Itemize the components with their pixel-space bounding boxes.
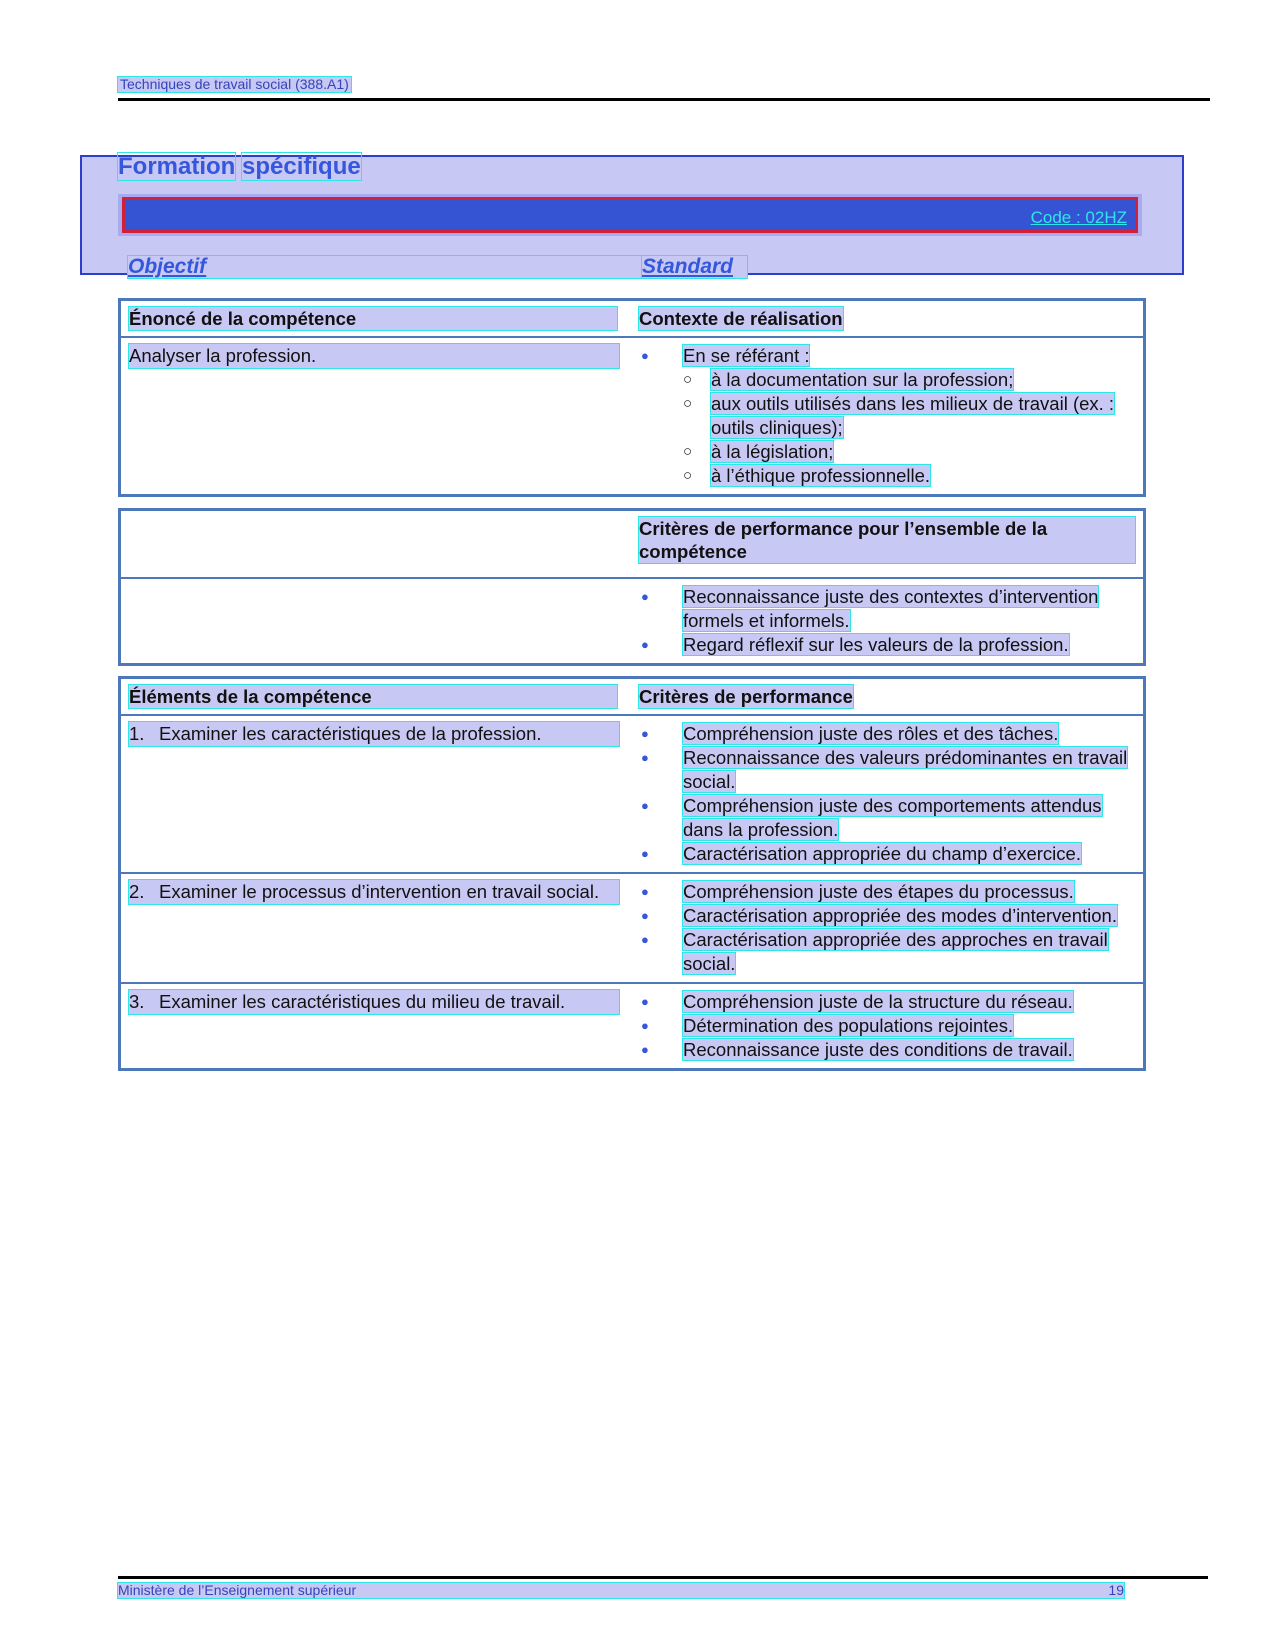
contexte-sublist bbox=[683, 368, 1135, 488]
bullet-icon: ● bbox=[641, 750, 649, 765]
criterion: Caractérisation appropriée des modes d’intervention. bbox=[683, 905, 1117, 926]
bullet-icon: ● bbox=[641, 1042, 649, 1057]
footer-rule bbox=[118, 1576, 1208, 1579]
contexte-header-cell bbox=[631, 300, 1145, 338]
contexte-item: aux outils utilisés dans les milieux de travail (ex. : outils cliniques); bbox=[711, 393, 1115, 438]
ensemble-empty-cell bbox=[120, 578, 632, 665]
section-title-word: spécifique bbox=[242, 153, 361, 180]
list-item bbox=[639, 585, 1135, 633]
criterion: Détermination des populations rejointes. bbox=[683, 1015, 1014, 1036]
contexte-item: à la documentation sur la profession; bbox=[711, 369, 1014, 390]
ensemble-header-cell bbox=[631, 510, 1145, 579]
bullet-icon: ● bbox=[641, 798, 649, 813]
list-item bbox=[639, 344, 1135, 368]
criterion: Reconnaissance des valeurs prédominantes en travail social. bbox=[683, 747, 1128, 792]
criterion: Caractérisation appropriée du champ d’exercice. bbox=[683, 843, 1081, 864]
header-title: Techniques de travail social (388.A1) bbox=[120, 76, 349, 92]
criterion: Caractérisation appropriée des approches en travail social. bbox=[683, 929, 1108, 974]
bullet-icon: ● bbox=[641, 846, 649, 861]
competency-code: Code : 02HZ bbox=[1030, 208, 1127, 227]
ensemble-empty-cell bbox=[120, 510, 632, 579]
elements-header-cell bbox=[120, 678, 632, 716]
element-text bbox=[129, 880, 619, 904]
element-cell bbox=[120, 873, 632, 983]
contexte-item: à l’éthique professionnelle. bbox=[711, 465, 931, 486]
element-criteria-cell bbox=[631, 715, 1145, 873]
ensemble-criteria-cell bbox=[631, 578, 1145, 665]
list-item bbox=[639, 928, 1135, 976]
ensemble-criterion: Regard réflexif sur les valeurs de la profession. bbox=[683, 634, 1069, 655]
criteria-header-cell bbox=[631, 678, 1145, 716]
header-rule bbox=[118, 98, 1210, 101]
contexte-header: Contexte de réalisation bbox=[639, 308, 843, 329]
element-criteria-cell bbox=[631, 983, 1145, 1070]
element-number: 1. bbox=[129, 723, 145, 744]
list-item bbox=[639, 794, 1135, 842]
contexte-item: à la législation; bbox=[711, 441, 834, 462]
footer bbox=[118, 1583, 1124, 1598]
criterion: Compréhension juste de la structure du réseau. bbox=[683, 991, 1073, 1012]
list-item bbox=[639, 880, 1135, 904]
circle-bullet-icon: ○ bbox=[683, 395, 693, 412]
element-label: Examiner les caractéristiques de la profession. bbox=[159, 723, 542, 744]
contexte-intro: En se référant : bbox=[683, 345, 810, 366]
contexte-list bbox=[639, 344, 1135, 368]
objectif-heading: Objectif bbox=[128, 256, 644, 278]
circle-bullet-icon: ○ bbox=[683, 371, 693, 388]
elements-header: Éléments de la compétence bbox=[129, 685, 617, 708]
list-item bbox=[639, 633, 1135, 657]
list-item bbox=[639, 990, 1135, 1014]
bullet-icon: ● bbox=[641, 726, 649, 741]
circle-bullet-icon: ○ bbox=[683, 443, 693, 460]
bullet-icon: ● bbox=[641, 1018, 649, 1033]
bullet-icon: ● bbox=[641, 932, 649, 947]
circle-bullet-icon: ○ bbox=[683, 467, 693, 484]
competence-table bbox=[118, 298, 1146, 497]
criterion: Reconnaissance juste des conditions de travail. bbox=[683, 1039, 1073, 1060]
enonce-text: Analyser la profession. bbox=[129, 344, 619, 368]
element-cell bbox=[120, 983, 632, 1070]
element-text bbox=[129, 722, 619, 746]
section-title bbox=[118, 154, 361, 180]
section-title-word: Formation bbox=[118, 153, 236, 180]
table-row bbox=[120, 715, 1145, 873]
list-item bbox=[683, 440, 1135, 464]
element-criteria-cell bbox=[631, 873, 1145, 983]
table-row bbox=[120, 873, 1145, 983]
ensemble-criterion: Reconnaissance juste des contextes d’intervention formels et informels. bbox=[683, 586, 1099, 631]
list-item bbox=[639, 1038, 1135, 1062]
standard-heading: Standard bbox=[642, 256, 747, 278]
element-number: 2. bbox=[129, 881, 145, 902]
criteria-list bbox=[639, 880, 1135, 976]
list-item bbox=[639, 746, 1135, 794]
element-cell bbox=[120, 715, 632, 873]
enonce-header: Énoncé de la compétence bbox=[129, 307, 617, 330]
criteria-list bbox=[639, 990, 1135, 1062]
criterion: Compréhension juste des rôles et des tâches. bbox=[683, 723, 1059, 744]
list-item bbox=[639, 904, 1135, 928]
list-item bbox=[639, 842, 1135, 866]
element-label: Examiner les caractéristiques du milieu de travail. bbox=[159, 991, 566, 1012]
elements-table bbox=[118, 676, 1146, 1071]
bullet-icon: ● bbox=[641, 589, 649, 604]
ensemble-header: Critères de performance pour l’ensemble de la compétence bbox=[639, 517, 1135, 563]
criteria-list bbox=[639, 722, 1135, 866]
list-item bbox=[639, 1014, 1135, 1038]
list-item bbox=[683, 392, 1135, 440]
ensemble-table bbox=[118, 508, 1146, 666]
footer-text: Ministère de l’Enseignement supérieur bbox=[118, 1582, 357, 1598]
criteria-header: Critères de performance bbox=[639, 686, 853, 707]
page-number: 19 bbox=[1108, 1582, 1124, 1598]
code-bar-inner bbox=[122, 197, 1138, 233]
bullet-icon: ● bbox=[641, 908, 649, 923]
enonce-header-cell bbox=[120, 300, 632, 338]
criterion: Compréhension juste des étapes du processus. bbox=[683, 881, 1074, 902]
list-item bbox=[683, 464, 1135, 488]
bullet-icon: ● bbox=[641, 348, 649, 363]
list-item bbox=[683, 368, 1135, 392]
code-bar bbox=[118, 194, 1142, 236]
element-text bbox=[129, 990, 619, 1014]
enonce-cell bbox=[120, 337, 632, 496]
element-number: 3. bbox=[129, 991, 145, 1012]
list-item bbox=[639, 722, 1135, 746]
bullet-icon: ● bbox=[641, 637, 649, 652]
table-row bbox=[120, 983, 1145, 1070]
element-label: Examiner le processus d’intervention en travail social. bbox=[159, 881, 600, 902]
ensemble-criteria-list bbox=[639, 585, 1135, 657]
bullet-icon: ● bbox=[641, 884, 649, 899]
criterion: Compréhension juste des comportements attendus dans la profession. bbox=[683, 795, 1102, 840]
contexte-cell bbox=[631, 337, 1145, 496]
bullet-icon: ● bbox=[641, 994, 649, 1009]
